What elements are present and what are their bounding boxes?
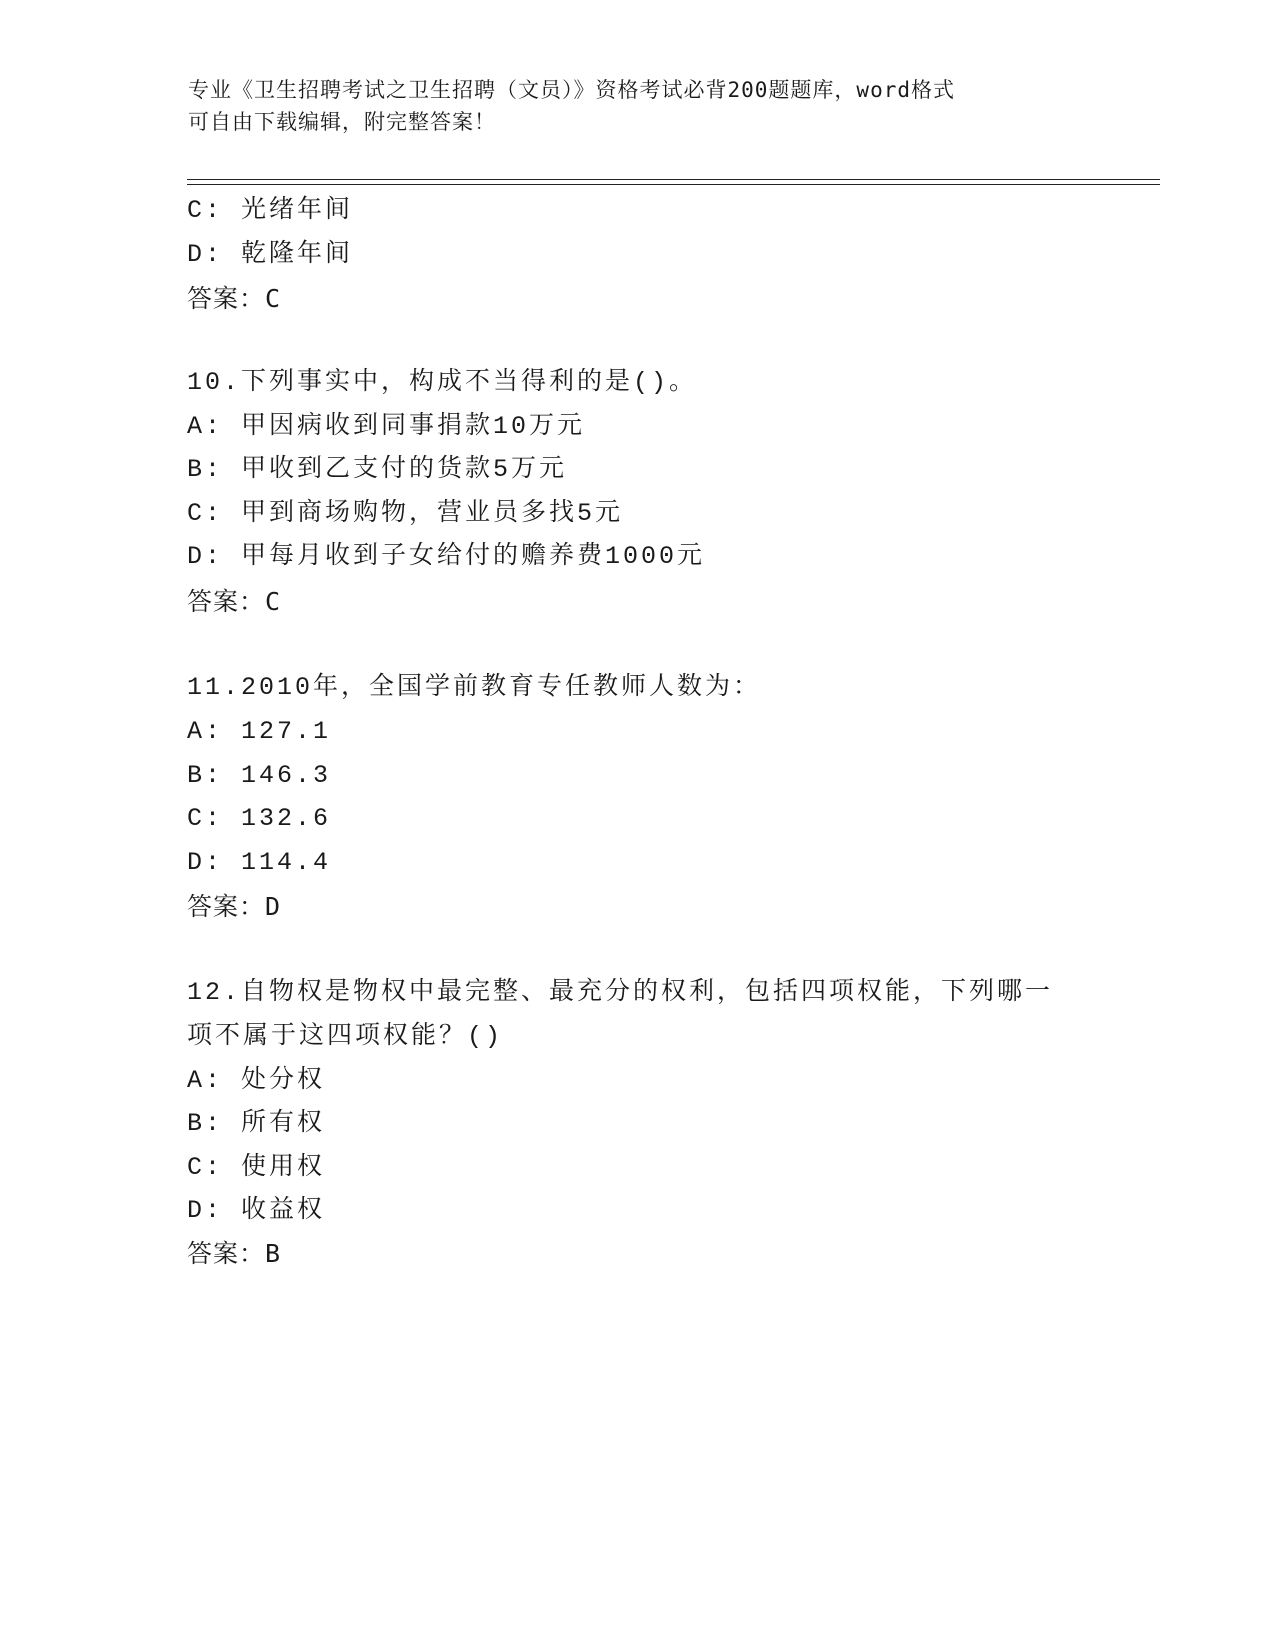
document-header bbox=[188, 74, 1068, 138]
question-12-stem-continued: 项不属于这四项权能？() bbox=[187, 1022, 504, 1051]
question-10-answer: 答案：C bbox=[187, 587, 282, 616]
option-d: D: 乾隆年间 bbox=[187, 240, 354, 269]
header-divider-top bbox=[187, 179, 1160, 180]
question-11-stem: 11.2010年，全国学前教育专任教师人数为： bbox=[187, 673, 762, 702]
question-12-option-d: D: 收益权 bbox=[187, 1196, 326, 1225]
header-line-1: 专业《卫生招聘考试之卫生招聘（文员）》资格考试必背200题题库，word格式 bbox=[188, 78, 955, 102]
question-11-option-d: D: 114.4 bbox=[187, 848, 332, 877]
question-10-stem: 10.下列事实中，构成不当得利的是()。 bbox=[187, 368, 698, 397]
header-line-2: 可自由下载编辑，附完整答案！ bbox=[188, 110, 496, 134]
question-11-option-c: C: 132.6 bbox=[187, 804, 332, 833]
question-12-option-c: C: 使用权 bbox=[187, 1153, 326, 1182]
question-12-option-b: B: 所有权 bbox=[187, 1109, 326, 1138]
header-divider-bottom bbox=[187, 184, 1160, 185]
question-12-option-a: A: 处分权 bbox=[187, 1066, 326, 1095]
option-c: C: 光绪年间 bbox=[187, 196, 354, 225]
question-10-option-a: A: 甲因病收到同事捐款10万元 bbox=[187, 412, 586, 441]
question-12-answer: 答案：B bbox=[187, 1239, 282, 1268]
question-10-option-d: D: 甲每月收到子女给付的赡养费1000元 bbox=[187, 542, 706, 571]
question-10-option-b: B: 甲收到乙支付的货款5万元 bbox=[187, 455, 568, 484]
question-12-stem: 12.自物权是物权中最完整、最充分的权利，包括四项权能，下列哪一 bbox=[187, 978, 1054, 1007]
answer-line: 答案：C bbox=[187, 284, 282, 313]
question-11-answer: 答案：D bbox=[187, 892, 282, 921]
question-11-option-b: B: 146.3 bbox=[187, 761, 332, 790]
question-11-option-a: A: 127.1 bbox=[187, 717, 332, 746]
question-10-option-c: C: 甲到商场购物，营业员多找5元 bbox=[187, 499, 624, 528]
